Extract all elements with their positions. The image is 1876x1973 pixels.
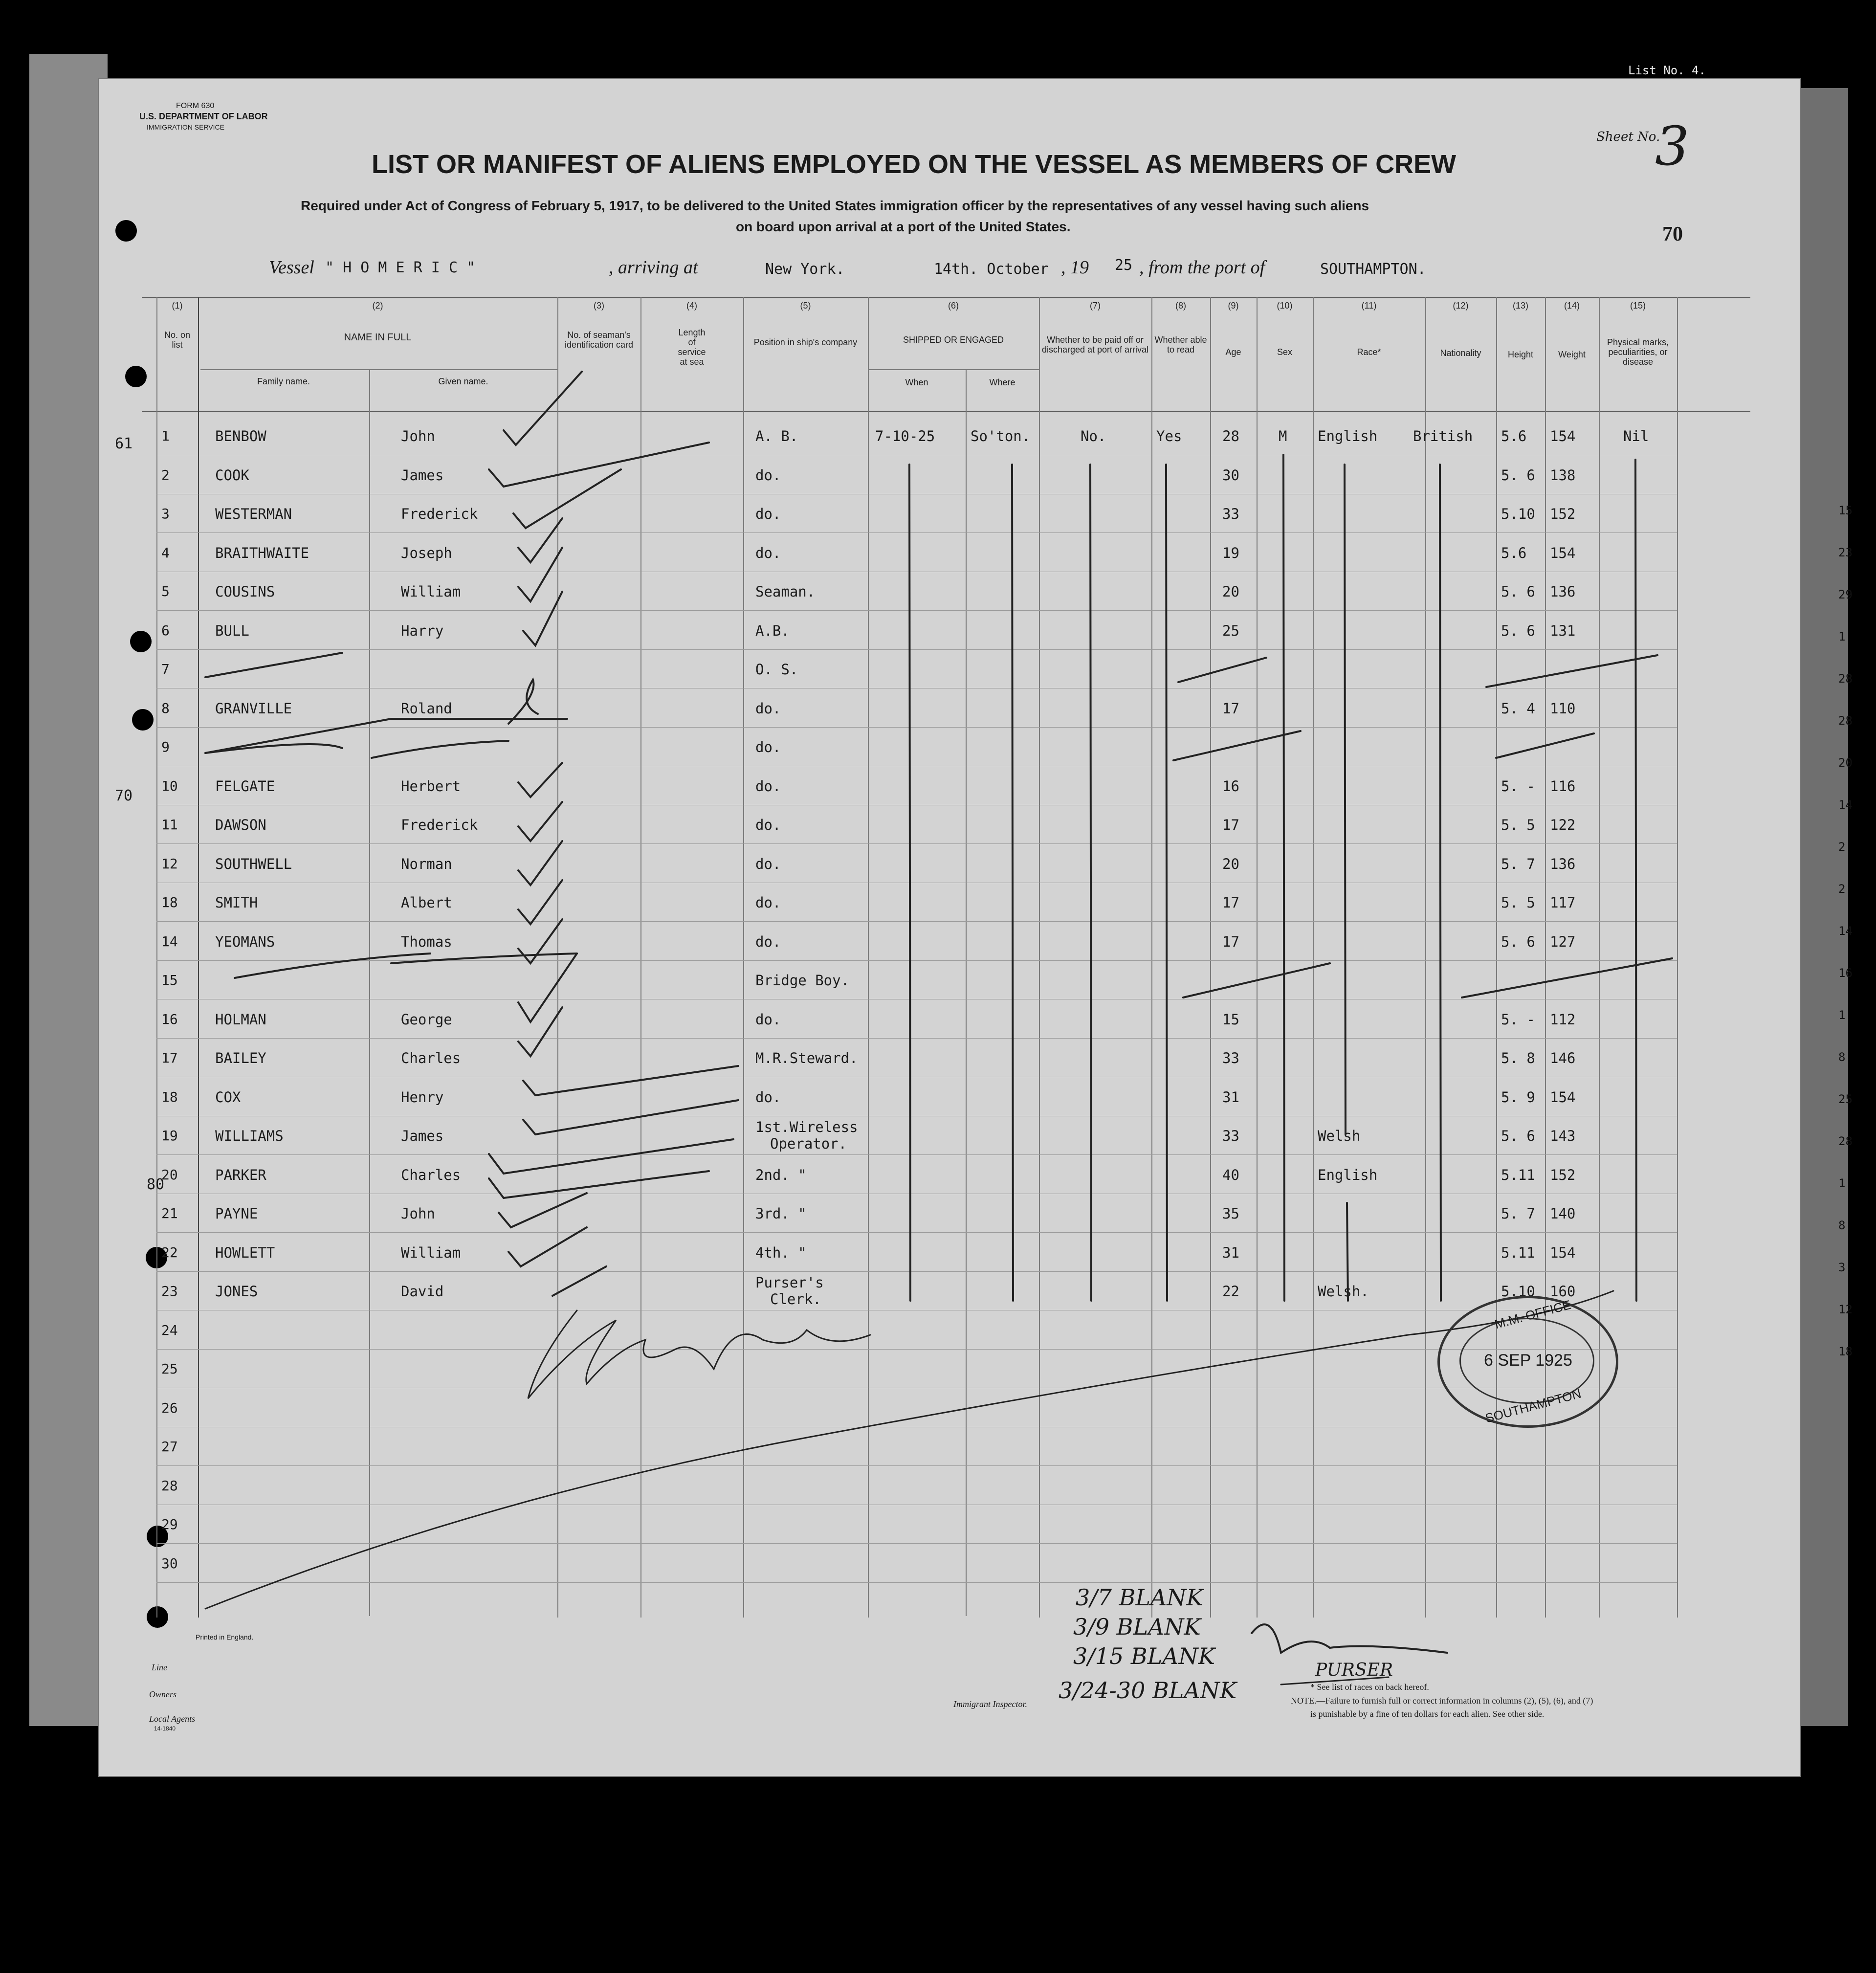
col-no-on-list: No. on list: [164, 330, 191, 350]
height: 5.11: [1501, 1167, 1535, 1183]
position: 1st.Wireless: [755, 1119, 858, 1135]
height: 5. 7: [1501, 856, 1535, 872]
age: 20: [1222, 583, 1239, 600]
row-number: 6: [161, 622, 170, 639]
page-number: 70: [1662, 223, 1683, 245]
col-sex: Sex: [1277, 347, 1293, 357]
row-number: 21: [161, 1205, 178, 1221]
row-number: 27: [161, 1439, 178, 1455]
age: 20: [1222, 856, 1239, 872]
col-5-number: (5): [800, 301, 811, 310]
given-name: Joseph: [401, 545, 452, 561]
edge-number: 23: [1838, 546, 1853, 559]
weight: 146: [1550, 1050, 1576, 1066]
position: do.: [755, 778, 781, 795]
family-name: COUSINS: [215, 583, 275, 600]
weight: 131: [1550, 622, 1576, 639]
given-name: John: [401, 428, 435, 444]
col-3-number: (3): [594, 301, 604, 310]
edge-number: 29: [1838, 588, 1853, 601]
fine-note: NOTE.—Failure to furnish full or correct information in columns (2), (5), (6), and (7): [1291, 1696, 1593, 1706]
age: 22: [1222, 1283, 1239, 1300]
family-name: COOK: [215, 467, 249, 484]
given-name: Charles: [401, 1167, 461, 1183]
col-able-to-read: Whether able to read: [1154, 335, 1207, 355]
row-number: 25: [161, 1361, 178, 1377]
footer-agents-code: 14-1840: [154, 1725, 176, 1732]
row-number: 3: [161, 506, 170, 522]
row-number: 19: [161, 1128, 178, 1144]
edge-number: 18: [1838, 1345, 1853, 1358]
given-name: Henry: [401, 1089, 444, 1106]
stamp-bottom: SOUTHAMPTON: [1483, 1386, 1583, 1426]
edge-number: 28: [1838, 672, 1853, 686]
family-name: DAWSON: [215, 817, 266, 833]
edge-number: 28: [1838, 714, 1853, 728]
family-name: PAYNE: [215, 1205, 258, 1222]
edge-number: 1: [1838, 1176, 1846, 1190]
arrival-date: 14th. October: [934, 261, 1049, 278]
height: 5. 6: [1501, 933, 1535, 950]
age: 33: [1222, 1050, 1239, 1066]
form-number: FORM 630: [176, 102, 215, 110]
col-given-name: Given name.: [438, 377, 488, 386]
family-name: WESTERMAN: [215, 506, 292, 522]
weight: 136: [1550, 856, 1576, 872]
age: 16: [1222, 778, 1239, 795]
age: 25: [1222, 622, 1239, 639]
height: 5.6: [1501, 545, 1527, 561]
col-id-card: No. of seaman's identification card: [564, 330, 634, 350]
weight: 116: [1550, 778, 1576, 795]
height: 5.11: [1501, 1244, 1535, 1261]
family-name: BAILEY: [215, 1050, 266, 1066]
position: do.: [755, 700, 781, 717]
given-name: Frederick: [401, 506, 478, 522]
manifest-title: LIST OR MANIFEST OF ALIENS EMPLOYED ON THE VESSEL AS MEMBERS OF CREW: [372, 150, 1457, 179]
height: 5. 8: [1501, 1050, 1535, 1066]
col-where: Where: [989, 377, 1015, 387]
from-port-label: , from the port of: [1139, 257, 1265, 278]
race: Welsh: [1318, 1128, 1361, 1144]
age: 31: [1222, 1244, 1239, 1261]
age: 17: [1222, 700, 1239, 717]
col-age: Age: [1225, 347, 1241, 357]
given-name: James: [401, 467, 444, 484]
weight: 122: [1550, 817, 1576, 833]
edge-number: 2: [1838, 882, 1846, 896]
weight: 112: [1550, 1011, 1576, 1028]
age: 35: [1222, 1205, 1239, 1222]
edge-number: 16: [1838, 966, 1853, 980]
col-position: Position in ship's company: [753, 337, 858, 347]
position: do.: [755, 506, 781, 522]
edge-number: 8: [1838, 1219, 1846, 1232]
given-name: Charles: [401, 1050, 461, 1066]
position: Bridge Boy.: [755, 972, 850, 989]
height: 5. 6: [1501, 467, 1535, 484]
row-number: 10: [161, 778, 178, 794]
department: U.S. DEPARTMENT OF LABOR: [139, 111, 268, 121]
row-number: 7: [161, 661, 170, 677]
position: do.: [755, 467, 781, 484]
col-weight: Weight: [1558, 350, 1586, 359]
height: 5.10: [1501, 1283, 1535, 1300]
list-number: List No. 4.: [1628, 64, 1706, 77]
year-prefix: , 19: [1061, 257, 1089, 278]
row-number: 30: [161, 1555, 178, 1572]
edge-number: 28: [1838, 1134, 1853, 1148]
edge-number: 3: [1838, 1261, 1846, 1274]
family-name: WILLIAMS: [215, 1128, 284, 1144]
col-when: When: [905, 377, 928, 387]
col-family-name: Family name.: [257, 377, 310, 386]
vessel-name: " H O M E R I C ": [325, 259, 476, 276]
col-11-number: (11): [1361, 301, 1377, 310]
weight: 160: [1550, 1283, 1576, 1300]
family-name: PARKER: [215, 1167, 266, 1183]
nationality: British: [1413, 428, 1473, 444]
family-name: BULL: [215, 622, 249, 639]
subtitle-line-2: on board upon arrival at a port of the United States.: [736, 219, 1071, 234]
col-6-number: (6): [948, 301, 959, 310]
height: 5. -: [1501, 778, 1535, 795]
given-name: Frederick: [401, 817, 478, 833]
row-number: 5: [161, 583, 170, 599]
family-name: HOLMAN: [215, 1011, 266, 1028]
col-2-number: (2): [372, 301, 383, 310]
given-name: Thomas: [401, 933, 452, 950]
edge-number: 20: [1838, 756, 1853, 770]
position: do.: [755, 1011, 781, 1028]
col-race: Race*: [1357, 347, 1381, 357]
row-number: 15: [161, 972, 178, 988]
col-1-number: (1): [172, 301, 183, 310]
height: 5. 4: [1501, 700, 1535, 717]
position: 2nd. ": [755, 1167, 807, 1183]
service: IMMIGRATION SERVICE: [147, 123, 224, 131]
fine-note-2: is punishable by a fine of ten dollars for each alien. See other side.: [1310, 1709, 1545, 1719]
position: do.: [755, 894, 781, 911]
weight: 110: [1550, 700, 1576, 717]
position: O. S.: [755, 661, 798, 678]
purser-label: PURSER: [1315, 1660, 1393, 1680]
given-name: David: [401, 1283, 444, 1300]
edge-number: 8: [1838, 1050, 1846, 1064]
col-9-number: (9): [1228, 301, 1239, 310]
height: 5. 6: [1501, 1128, 1535, 1144]
given-name: Herbert: [401, 778, 461, 795]
position: 3rd. ": [755, 1205, 807, 1222]
col-15-number: (15): [1630, 301, 1646, 310]
row-number: 12: [161, 856, 178, 872]
height: 5. 5: [1501, 817, 1535, 833]
row-number: 1: [161, 428, 170, 444]
age: 40: [1222, 1167, 1239, 1183]
position: Seaman.: [755, 583, 816, 600]
shipped-when: 7-10-25: [875, 428, 935, 444]
given-name: William: [401, 583, 461, 600]
weight: 154: [1550, 545, 1576, 561]
note-blank: 3/24-30 BLANK: [1059, 1677, 1237, 1704]
col-13-number: (13): [1512, 301, 1528, 310]
vessel-label: Vessel: [269, 257, 314, 278]
office-stamp: [1437, 1296, 1618, 1428]
weight: 117: [1550, 894, 1576, 911]
position-line-2: Clerk.: [770, 1291, 821, 1308]
height: 5. 6: [1501, 583, 1535, 600]
given-name: Albert: [401, 894, 452, 911]
note-blank: 3/9 BLANK: [1073, 1614, 1201, 1640]
position: A.B.: [755, 622, 790, 639]
note-blank: 3/15 BLANK: [1073, 1643, 1215, 1669]
position: do.: [755, 739, 781, 755]
races-note: * See list of races on back hereof.: [1310, 1682, 1429, 1692]
family-name: JONES: [215, 1283, 258, 1300]
col-length-of-service: Length of service at sea: [678, 328, 706, 367]
sheet-number: 3: [1655, 115, 1689, 177]
family-name: BENBOW: [215, 428, 266, 444]
row-number: 20: [161, 1167, 178, 1183]
weight: 154: [1550, 1244, 1576, 1261]
row-number: 11: [161, 817, 178, 833]
age: 31: [1222, 1089, 1239, 1106]
weight: 152: [1550, 1167, 1576, 1183]
position: do.: [755, 1089, 781, 1106]
race: English: [1318, 1167, 1378, 1183]
note-blank: 3/7 BLANK: [1076, 1584, 1203, 1611]
position: A. B.: [755, 428, 798, 444]
height: 5. 9: [1501, 1089, 1535, 1106]
edge-number: 1: [1838, 1008, 1846, 1022]
height: 5. 5: [1501, 894, 1535, 911]
col-physical-marks: Physical marks, peculiarities, or disease: [1607, 337, 1669, 367]
able-to-read: Yes: [1156, 428, 1182, 444]
given-name: Norman: [401, 856, 452, 872]
row-number: 2: [161, 467, 170, 483]
weight: 154: [1550, 1089, 1576, 1106]
row-number: 14: [161, 933, 178, 950]
col-paid-off: Whether to be paid off or discharged at port of arrival: [1041, 335, 1149, 355]
race: English: [1318, 428, 1378, 444]
footer-line: Line: [152, 1663, 168, 1672]
row-number: 23: [161, 1283, 178, 1299]
row-number: 29: [161, 1516, 178, 1532]
position: do.: [755, 545, 781, 561]
shipped-where: So'ton.: [971, 428, 1031, 444]
weight: 143: [1550, 1128, 1576, 1144]
inspector-label: Immigrant Inspector.: [953, 1699, 1027, 1709]
weight: 127: [1550, 933, 1576, 950]
printed-in: Printed in England.: [196, 1633, 254, 1641]
age: 33: [1222, 1128, 1239, 1144]
family-name: BRAITHWAITE: [215, 545, 309, 561]
family-name: FELGATE: [215, 778, 275, 795]
age: 33: [1222, 506, 1239, 522]
col-name-in-full: NAME IN FULL: [344, 332, 412, 343]
height: 5. 7: [1501, 1205, 1535, 1222]
family-name: HOWLETT: [215, 1244, 275, 1261]
height: 5.6: [1501, 428, 1527, 444]
given-name: Roland: [401, 700, 452, 717]
row-number: 8: [161, 700, 170, 716]
edge-number: 12: [1838, 1303, 1853, 1316]
col-14-number: (14): [1564, 301, 1580, 310]
edge-number: 15: [1838, 504, 1853, 517]
row-number: 26: [161, 1400, 178, 1416]
col-4-number: (4): [686, 301, 697, 310]
age: 17: [1222, 933, 1239, 950]
col-7-number: (7): [1090, 301, 1101, 310]
age: 17: [1222, 894, 1239, 911]
edge-number: 2: [1838, 840, 1846, 854]
row-number: 28: [161, 1478, 178, 1494]
weight: 154: [1550, 428, 1576, 444]
subtitle-line-1: Required under Act of Congress of February 5, 1917, to be delivered to the United States immigration officer by the representatives of any vessel having such aliens: [301, 198, 1369, 213]
col-nationality: Nationality: [1440, 348, 1481, 358]
footer-owners: Owners: [149, 1689, 177, 1699]
arrival-year: 25: [1115, 257, 1133, 274]
position: M.R.Steward.: [755, 1050, 858, 1066]
row-number: 22: [161, 1244, 178, 1261]
paid-off: No.: [1081, 428, 1106, 444]
position: do.: [755, 933, 781, 950]
col-8-number: (8): [1175, 301, 1186, 310]
footer-agents: Local Agents: [149, 1714, 196, 1724]
weight: 140: [1550, 1205, 1576, 1222]
race: Welsh.: [1318, 1283, 1369, 1300]
position: do.: [755, 817, 781, 833]
family-name: YEOMANS: [215, 933, 275, 950]
row-number: 4: [161, 545, 170, 561]
age: 30: [1222, 467, 1239, 484]
departure-port: SOUTHAMPTON.: [1320, 261, 1426, 278]
family-name: SMITH: [215, 894, 258, 911]
row-number: 24: [161, 1322, 178, 1338]
position: do.: [755, 856, 781, 872]
physical-marks: Nil: [1623, 428, 1649, 444]
height: 5. -: [1501, 1011, 1535, 1028]
age: 28: [1222, 428, 1239, 444]
col-12-number: (12): [1453, 301, 1469, 310]
row-number: 9: [161, 739, 170, 755]
sex: M: [1279, 428, 1287, 444]
weight: 138: [1550, 467, 1576, 484]
given-name: John: [401, 1205, 435, 1222]
arriving-label: , arriving at: [609, 257, 698, 278]
row-number: 18: [161, 1089, 178, 1105]
row-number: 16: [161, 1011, 178, 1027]
col-height: Height: [1507, 350, 1534, 359]
margin-number: 61: [115, 435, 133, 452]
family-name: COX: [215, 1089, 241, 1106]
family-name: GRANVILLE: [215, 700, 292, 717]
position: 4th. ": [755, 1244, 807, 1261]
position-line-2: Operator.: [770, 1135, 847, 1152]
edge-number: 14: [1838, 798, 1853, 812]
col-shipped-or-engaged: SHIPPED OR ENGAGED: [903, 335, 1004, 345]
edge-number: 14: [1838, 924, 1853, 938]
given-name: Harry: [401, 622, 444, 639]
row-number: 18: [161, 894, 178, 910]
given-name: James: [401, 1128, 444, 1144]
stamp-date: 6 SEP 1925: [1484, 1351, 1572, 1370]
margin-number: 70: [115, 787, 133, 804]
sheet-label: Sheet No.: [1596, 130, 1660, 144]
arrival-port: New York.: [765, 261, 845, 278]
age: 19: [1222, 545, 1239, 561]
given-name: George: [401, 1011, 452, 1028]
row-number: 17: [161, 1050, 178, 1066]
position: Purser's: [755, 1274, 824, 1291]
age: 15: [1222, 1011, 1239, 1028]
edge-number: 25: [1838, 1092, 1853, 1106]
given-name: William: [401, 1244, 461, 1261]
height: 5. 6: [1501, 622, 1535, 639]
margin-number: 80: [147, 1176, 165, 1193]
age: 17: [1222, 817, 1239, 833]
height: 5.10: [1501, 506, 1535, 522]
family-name: SOUTHWELL: [215, 856, 292, 872]
edge-number: 1: [1838, 630, 1846, 643]
weight: 136: [1550, 583, 1576, 600]
weight: 152: [1550, 506, 1576, 522]
stamp-top: M.M. OFFICE: [1493, 1297, 1573, 1332]
col-10-number: (10): [1277, 301, 1293, 310]
